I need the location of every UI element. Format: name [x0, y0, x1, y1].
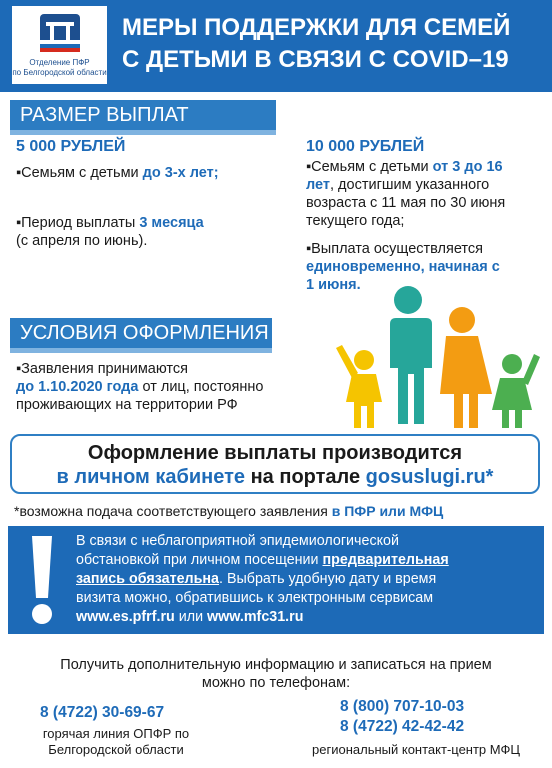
heading-underline — [10, 348, 272, 353]
mfc-caption: региональный контакт-центр МФЦ — [312, 742, 520, 757]
heading-underline — [10, 130, 276, 135]
bullet-text: ▪Семьям с детьми — [16, 165, 143, 181]
contacts-intro-line: Получить дополнительную информацию и записаться на прием — [60, 657, 492, 673]
mfc-link[interactable]: www.mfc31.ru — [207, 609, 304, 625]
bullet-highlight: единовременно, начиная с — [306, 259, 500, 275]
logo-caption-line: Отделение ПФР — [29, 58, 90, 67]
conditions-text — [16, 360, 336, 414]
footnote — [14, 502, 544, 520]
bullet-highlight: 3 месяца — [139, 215, 204, 231]
bullet-text: ▪Семьям с детьми — [306, 159, 433, 175]
footnote-text: *возможна подача соответствующего заявления — [14, 503, 332, 519]
logo-caption — [12, 58, 107, 78]
bullet-text: (с апреля по июнь). — [16, 233, 148, 249]
page-title — [122, 12, 542, 76]
pfr-logo — [12, 6, 107, 84]
girl-figure — [492, 354, 540, 428]
family-illustration — [312, 278, 542, 428]
caption-line: горячая линия ОПФР по — [42, 726, 190, 741]
header-banner — [0, 0, 552, 92]
online-line: Оформление выплаты производится — [87, 442, 463, 464]
online-text: на портале — [245, 466, 366, 488]
pfr-hotline-phone[interactable]: 8 (4722) 30-69-67 — [40, 704, 165, 721]
online-highlight: в личном кабинете — [56, 466, 246, 488]
bullet-highlight: 1 июня. — [306, 277, 361, 293]
online-application-box — [10, 434, 540, 494]
warning-text — [76, 532, 536, 627]
right-bullet-1 — [306, 158, 546, 230]
pfrf-link[interactable]: www.es.pfrf.ru — [76, 609, 175, 625]
amount-5000: 5 000 РУБЛЕЙ — [16, 138, 126, 155]
father-figure — [390, 286, 432, 424]
warning-line: . Выбрать удобную дату и время — [219, 571, 437, 587]
boy-figure — [336, 345, 382, 428]
bullet-text: возраста с 11 мая по 30 июня — [306, 195, 506, 211]
mother-figure — [440, 307, 492, 428]
page-title-line: С ДЕТЬМИ В СВЯЗИ С COVID–19 — [122, 46, 509, 73]
conditions-heading — [10, 318, 272, 348]
mfc-phone-1[interactable]: 8 (800) 707-10-03 — [340, 698, 465, 715]
bullet-highlight: от 3 до 16 — [432, 159, 503, 175]
pfr-hotline-caption — [16, 726, 216, 758]
caption-line: Белгородской области — [48, 742, 184, 757]
contacts-intro — [10, 656, 542, 692]
warning-box — [8, 526, 544, 634]
bullet-text: ▪Период выплаты — [16, 215, 140, 231]
bullet-text: текущего года; — [306, 213, 405, 229]
warning-line: В связи с неблагоприятной эпидемиологической — [76, 533, 399, 549]
warning-emphasis: предварительная — [322, 552, 449, 568]
payments-heading — [10, 100, 276, 130]
online-line — [12, 465, 538, 489]
bullet-text: , достигшим указанного — [330, 177, 490, 193]
warning-line: обстановкой при личном посещении — [76, 552, 323, 568]
warning-emphasis: запись обязательна — [76, 571, 220, 587]
conditions-line: проживающих на территории РФ — [16, 397, 238, 413]
page-title-line: МЕРЫ ПОДДЕРЖКИ ДЛЯ СЕМЕЙ — [122, 14, 511, 41]
exclamation-icon — [22, 532, 62, 628]
conditions-highlight: до 1.10.2020 года — [16, 379, 139, 395]
warning-line: визита можно, обратившись к электронным сервисам — [76, 590, 434, 606]
pfr-logo-icon — [36, 10, 84, 56]
bullet-text: ▪Выплата осуществляется — [306, 241, 483, 257]
conditions-heading-text: УСЛОВИЯ ОФОРМЛЕНИЯ — [20, 322, 269, 344]
footnote-highlight: в ПФР или МФЦ — [331, 503, 444, 519]
gosuslugi-link[interactable]: gosuslugi.ru* — [365, 466, 494, 488]
amount-10000: 10 000 РУБЛЕЙ — [306, 138, 425, 155]
payments-heading-text: РАЗМЕР ВЫПЛАТ — [20, 104, 189, 126]
mfc-phone-2[interactable]: 8 (4722) 42-42-42 — [340, 718, 465, 735]
conditions-line: от лиц, постоянно — [138, 379, 264, 395]
conditions-line: ▪Заявления принимаются — [16, 361, 188, 377]
bullet-highlight: лет — [306, 177, 330, 193]
bullet-highlight: до 3-х лет; — [142, 165, 219, 181]
contacts-intro-line: можно по телефонам: — [201, 675, 351, 691]
left-bullet-1 — [16, 164, 296, 182]
left-bullet-2 — [16, 214, 296, 250]
logo-caption-line: по Белгородской области — [12, 68, 107, 77]
warning-line: или — [174, 609, 208, 625]
